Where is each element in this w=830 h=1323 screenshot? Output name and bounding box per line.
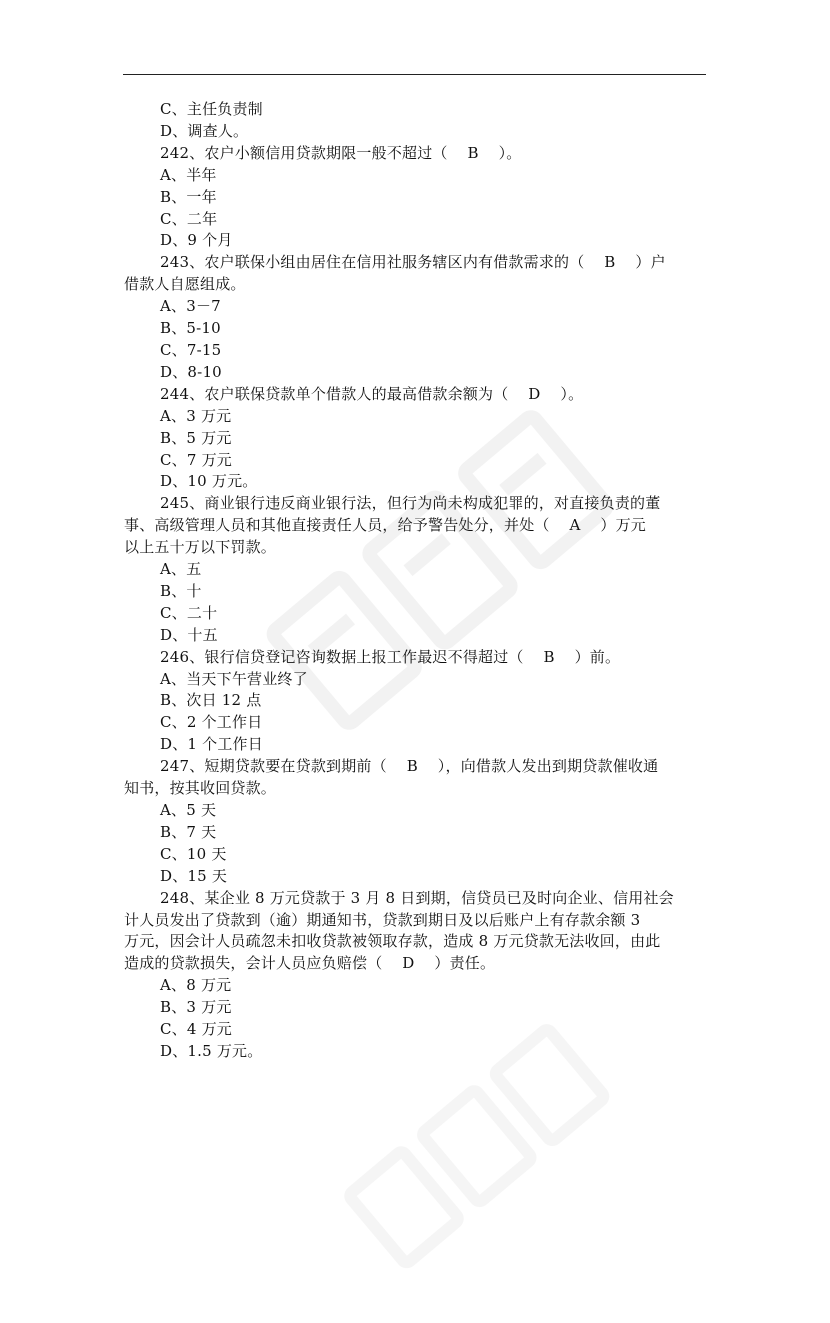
question-continuation: 万元，因会计人员疏忽未扣收贷款被领取存款，造成 8 万元贷款无法收回，由此 bbox=[124, 932, 661, 951]
answer-option: A、半年 bbox=[160, 165, 217, 184]
answer-option: A、五 bbox=[160, 560, 202, 579]
answer-option: B、7 天 bbox=[160, 822, 217, 841]
question-continuation: 事、高级管理人员和其他直接责任人员，给予警告处分，并处（ A ）万元 bbox=[124, 516, 646, 535]
answer-option: B、次日 12 点 bbox=[160, 691, 262, 710]
answer-option: D、8-10 bbox=[160, 362, 222, 381]
answer-option: C、二十 bbox=[160, 603, 218, 622]
answer-option: C、主任负责制 bbox=[160, 100, 263, 118]
question-continuation: 造成的贷款损失，会计人员应负赔偿（ D ）责任。 bbox=[124, 954, 496, 973]
answer-option: D、调查人。 bbox=[160, 121, 249, 140]
answer-option: C、7 万元 bbox=[160, 450, 232, 469]
answer-option: C、4 万元 bbox=[160, 1020, 232, 1039]
answer-option: D、十五 bbox=[160, 625, 218, 644]
question-continuation: 借款人自愿组成。 bbox=[124, 275, 246, 294]
question-text: 245、商业银行违反商业银行法，但行为尚未构成犯罪的，对直接负责的董 bbox=[160, 494, 661, 513]
answer-option: C、7-15 bbox=[160, 340, 222, 359]
question-text: 242、农户小额信用贷款期限一般不超过（ B ）。 bbox=[160, 143, 522, 162]
answer-option: C、10 天 bbox=[160, 844, 227, 863]
answer-option: B、5-10 bbox=[160, 319, 221, 338]
answer-option: B、十 bbox=[160, 581, 202, 600]
question-text: 243、农户联保小组由居住在信用社服务辖区内有借款需求的（ B ）户 bbox=[160, 253, 666, 272]
question-continuation: 以上五十万以下罚款。 bbox=[124, 538, 277, 557]
question-text: 248、某企业 8 万元贷款于 3 月 8 日到期，信贷员已及时向企业、信用社会 bbox=[160, 888, 674, 907]
answer-option: D、1 个工作日 bbox=[160, 735, 263, 754]
question-continuation: 计人员发出了贷款到（逾）期通知书，贷款到期日及以后账户上有存款余额 3 bbox=[124, 910, 641, 929]
answer-option: C、二年 bbox=[160, 209, 218, 228]
answer-option: D、15 天 bbox=[160, 866, 228, 885]
answer-option: A、5 天 bbox=[160, 801, 217, 819]
document-body bbox=[124, 99, 709, 1063]
answer-option: A、8 万元 bbox=[160, 976, 232, 995]
answer-option: C、2 个工作日 bbox=[160, 713, 263, 732]
question-text: 247、短期贷款要在贷款到期前（ B ），向借款人发出到期贷款催收通 bbox=[160, 757, 659, 776]
question-text: 246、银行信贷登记咨询数据上报工作最迟不得超过（ B ）前。 bbox=[160, 647, 621, 666]
answer-option: D、10 万元。 bbox=[160, 472, 258, 491]
answer-option: A、3－7 bbox=[160, 297, 221, 316]
answer-option: D、1.5 万元。 bbox=[160, 1041, 263, 1060]
header-rule bbox=[123, 74, 706, 75]
answer-option: B、一年 bbox=[160, 187, 217, 206]
question-continuation: 知书，按其收回贷款。 bbox=[124, 779, 277, 798]
answer-option: D、9 个月 bbox=[160, 231, 233, 250]
answer-option: B、3 万元 bbox=[160, 998, 232, 1017]
answer-option: B、5 万元 bbox=[160, 428, 232, 447]
question-text: 244、农户联保贷款单个借款人的最高借款余额为（ D ）。 bbox=[160, 384, 584, 403]
answer-option: A、当天下午营业终了 bbox=[160, 669, 308, 688]
answer-option: A、3 万元 bbox=[160, 406, 232, 425]
